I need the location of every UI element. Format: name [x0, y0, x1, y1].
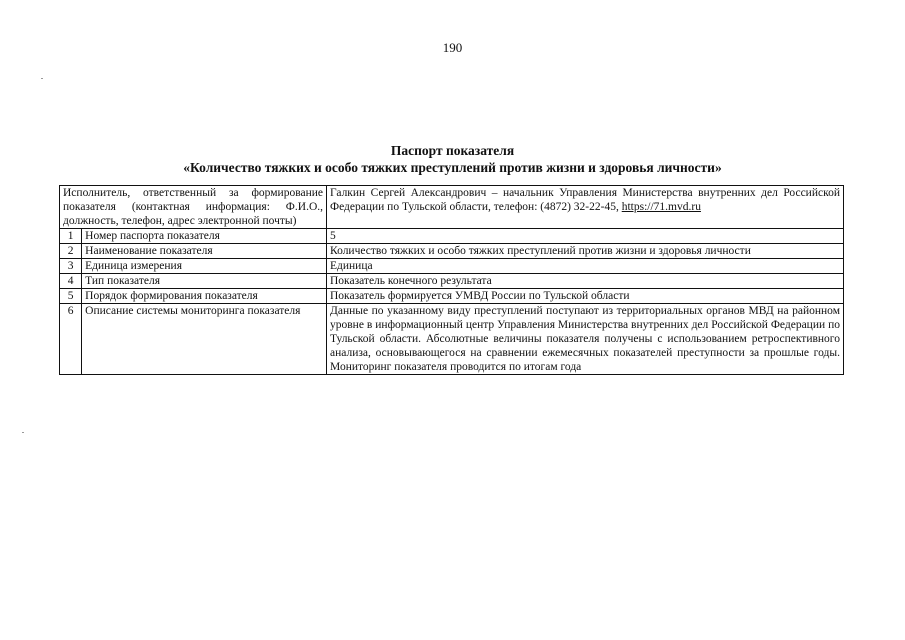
row-label: Номер паспорта показателя	[82, 229, 327, 244]
row-number: 6	[60, 304, 82, 375]
document-title	[0, 142, 905, 176]
row-number: 1	[60, 229, 82, 244]
title-line-2: «Количество тяжких и особо тяжких преступлений против жизни и здоровья личности»	[183, 160, 722, 175]
row-value: Единица	[327, 259, 844, 274]
row-number: 4	[60, 274, 82, 289]
responsible-text: Галкин Сергей Александрович – начальник Управления Министерства внутренних дел Российской Федерации по Тульской области, телефон: (4872) 32-22-45,	[330, 187, 840, 213]
responsible-label: Исполнитель, ответственный за формирование показателя (контактная информация: Ф.И.О., должность, телефон, адрес электронной почты)	[60, 186, 327, 229]
row-label: Порядок формирования показателя	[82, 289, 327, 304]
page-number: 190	[442, 40, 463, 55]
table-row	[60, 289, 844, 304]
table-row	[60, 229, 844, 244]
row-label: Наименование показателя	[82, 244, 327, 259]
row-number: 5	[60, 289, 82, 304]
row-label: Единица измерения	[82, 259, 327, 274]
table-row-responsible	[60, 186, 844, 229]
row-number: 3	[60, 259, 82, 274]
title-line-1: Паспорт показателя	[390, 143, 515, 158]
mvd-website-link[interactable]: https://71.mvd.ru	[621, 201, 701, 213]
row-label: Описание системы мониторинга показателя	[82, 304, 327, 375]
row-value: Данные по указанному виду преступлений поступают из территориальных органов МВД на районном уровне в информационный центр Управления Министерства внутренних дел Российской Федерации по Тульской области. Абсолютные величины показателя получены с использованием ретроспективного анализа, основывающегося на сравнении ежемесячных показателей преступности за прошлые годы. Мониторинг показателя проводится по итогам года	[327, 304, 844, 375]
responsible-value	[327, 186, 844, 229]
row-value: Количество тяжких и особо тяжких преступлений против жизни и здоровья личности	[327, 244, 844, 259]
scan-artifact	[41, 78, 43, 79]
row-label: Тип показателя	[82, 274, 327, 289]
table-row	[60, 259, 844, 274]
scan-artifact	[22, 432, 24, 433]
indicator-passport-table	[59, 185, 844, 375]
row-value: Показатель формируется УМВД России по Тульской области	[327, 289, 844, 304]
table-row	[60, 244, 844, 259]
row-number: 2	[60, 244, 82, 259]
row-value: Показатель конечного результата	[327, 274, 844, 289]
table-row	[60, 304, 844, 375]
table-row	[60, 274, 844, 289]
row-value: 5	[327, 229, 844, 244]
